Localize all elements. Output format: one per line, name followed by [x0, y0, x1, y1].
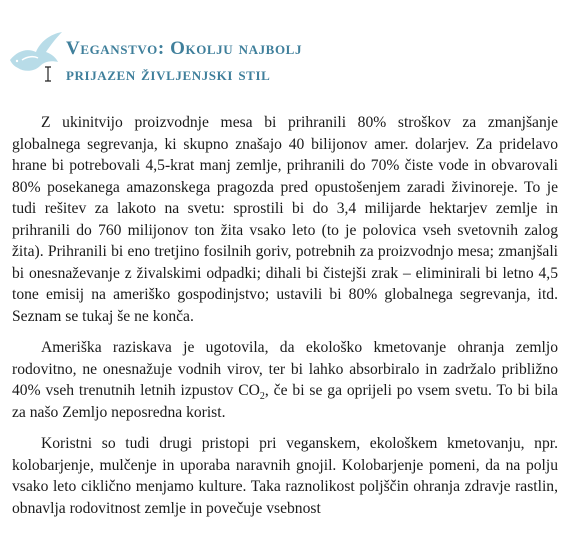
dove-icon: [6, 30, 64, 78]
title-line-2: prijazen življenjski stil: [66, 64, 271, 85]
paragraph-1: Z ukinitvijo proizvodnje mesa bi prihranili 80% stroškov za zmanjšanje globalnega segrevanja, ki skupno znašajo 40 bilijonov amer. dolarjev. Za pridelavo hrane bi potrebovali 4,5-krat manj zemlje, prihranili do 70% čiste vode in obvarovali 80% posekanega amazonskega pragozda pred opustošenjem zaradi živinoreje. To je tudi rešitev za lakoto na svetu: sprostili bi do 3,4 milijarde hektarjev zemlje in prihranili do 760 milijonov ton žita vsako leto (to je polovica vseh svetovnih zalog žita). Prihranili bi eno tretjino fosilnih goriv, potrebnih za proizvodnjo mesa; zmanjšali bi onesnaževanje z živalskimi odpadki; dihali bi čistejši zrak – eliminirali bi letno 4,5 tone emisij na ameriško gospodinjstvo; ustavili bi 80% globalnega segrevanja, itd. Seznam se tukaj še ne konča.: [12, 114, 558, 325]
page-title: [66, 36, 302, 88]
paragraph-2-text-end: , če bi se ga oprijeli po vsem svetu. To bi bila za našo Zemljo neposredna korist.: [12, 382, 558, 421]
paragraph-3: Koristni so tudi drugi pristopi pri veganskem, ekološkem kmetovanju, npr. kolobarjenje, mulčenje in uporaba naravnih gnojil. Kolobarjenje pomeni, da na polju vsako leto ciklično menjamo kulture. Taka raznolikost poljščin ohranja zdravje rastlin, obnavlja rodovitnost zemlje in povečuje vsebnost: [12, 435, 558, 517]
paragraph-2: [12, 337, 558, 423]
article-heading: [6, 30, 566, 90]
text-cursor-icon: [44, 66, 52, 82]
title-line-1: Veganstvo: Okolju najbolj: [66, 38, 303, 59]
article-body: [12, 112, 558, 529]
co2-subscript: 2: [259, 391, 265, 403]
paragraph-2-text: Ameriška raziskava je ugotovila, da ekološko kmetovanje ohranja zemljo rodovitno, ne onesnažuje vodnih virov, ter bi lahko absorbiralo in zadržalo približno 40% vseh trenutnih letnih izpustov CO: [12, 339, 558, 399]
